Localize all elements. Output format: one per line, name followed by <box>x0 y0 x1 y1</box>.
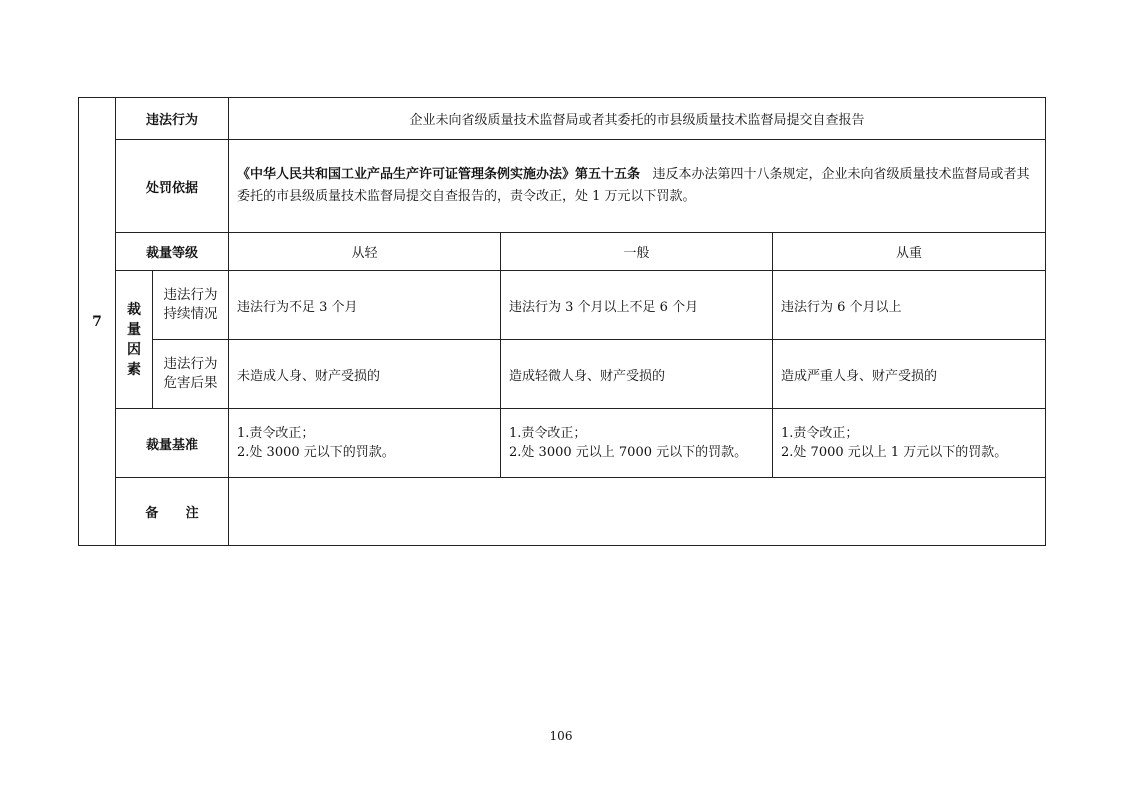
harm-light: 未造成人身、财产受损的 <box>229 340 501 409</box>
duration-label-line1: 违法行为 <box>163 287 218 303</box>
grade-general: 一般 <box>501 233 773 271</box>
duration-general: 违法行为 3 个月以上不足 6 个月 <box>501 271 773 340</box>
factors-char-3: 因 <box>127 341 141 358</box>
harm-label <box>153 340 229 409</box>
factors-char-2: 量 <box>127 321 141 338</box>
harm-heavy: 造成严重人身、财产受损的 <box>773 340 1046 409</box>
duration-light: 违法行为不足 3 个月 <box>229 271 501 340</box>
row-note <box>79 478 1046 546</box>
basis-cell <box>229 140 1046 233</box>
standard-light-line2: 2.处 3000 元以下的罚款。 <box>237 445 395 460</box>
harm-general: 造成轻微人身、财产受损的 <box>501 340 773 409</box>
standard-heavy <box>773 409 1046 478</box>
standard-heavy-line1: 1.责令改正； <box>781 426 859 441</box>
row-duration <box>79 271 1046 340</box>
row-standard <box>79 409 1046 478</box>
note-label <box>116 478 229 546</box>
standard-general-line2: 2.处 3000 元以上 7000 元以下的罚款。 <box>509 445 748 460</box>
row-grades <box>79 233 1046 271</box>
duration-label <box>153 271 229 340</box>
harm-label-line2: 危害后果 <box>163 375 218 391</box>
standard-general <box>501 409 773 478</box>
factors-label <box>116 271 153 409</box>
standard-label: 裁量基准 <box>116 409 229 478</box>
harm-label-line1: 违法行为 <box>163 356 218 372</box>
grades-label: 裁量等级 <box>116 233 229 271</box>
standard-light-line1: 1.责令改正； <box>237 426 315 441</box>
standard-light <box>229 409 501 478</box>
row-basis <box>79 140 1046 233</box>
note-label-char2: 注 <box>185 506 199 521</box>
standard-general-line1: 1.责令改正； <box>509 426 587 441</box>
factors-char-1: 裁 <box>127 301 141 318</box>
note-label-char1: 备 <box>145 506 159 521</box>
basis-label: 处罚依据 <box>116 140 229 233</box>
violation-label: 违法行为 <box>116 98 229 140</box>
item-number: 7 <box>79 98 116 546</box>
penalty-discretion-table <box>78 97 1046 546</box>
law-title: 《中华人民共和国工业产品生产许可证管理条例实施办法》第五十五条 <box>237 167 641 182</box>
grade-heavy: 从重 <box>773 233 1046 271</box>
law-text: 违反本办法第四十八条规定，企业未向省级质量技术监督局或者其委托的市县级质量技术监督局提交自查报告的，责令改正，处 1 万元以下罚款。 <box>237 167 1030 204</box>
duration-label-line2: 持续情况 <box>163 306 218 322</box>
row-harm <box>79 340 1046 409</box>
row-violation <box>79 98 1046 140</box>
duration-heavy: 违法行为 6 个月以上 <box>773 271 1046 340</box>
factors-char-4: 素 <box>127 361 141 378</box>
grade-light: 从轻 <box>229 233 501 271</box>
page-number: 106 <box>549 729 573 743</box>
standard-heavy-line2: 2.处 7000 元以上 1 万元以下的罚款。 <box>781 445 1008 460</box>
note-text <box>229 478 1046 546</box>
violation-text: 企业未向省级质量技术监督局或者其委托的市县级质量技术监督局提交自查报告 <box>229 98 1046 140</box>
